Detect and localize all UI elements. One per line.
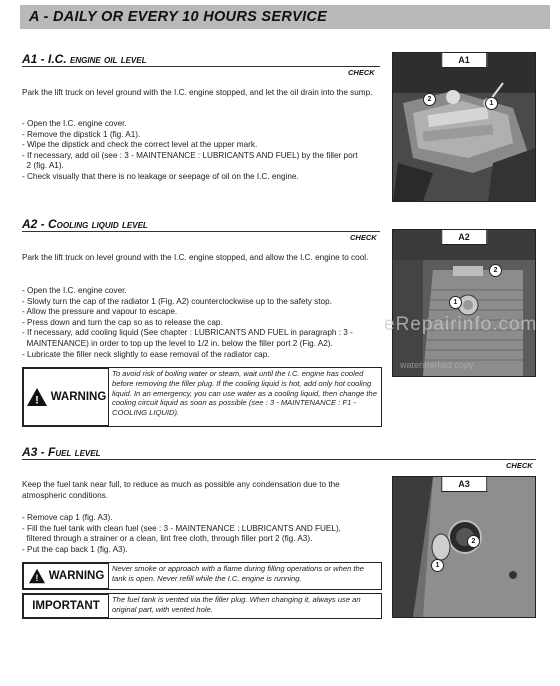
a3-steps	[22, 513, 382, 555]
a3-title-text: Fuel level	[48, 445, 101, 459]
a1-title-prefix: A1 -	[22, 52, 49, 66]
a2-check-label: CHECK	[350, 233, 377, 242]
list-item: - Open the I.C. engine cover.	[22, 119, 127, 128]
radiator-photo	[393, 230, 535, 376]
section-a3-title	[22, 445, 100, 459]
a3-important-text: The fuel tank is vented via the filler plug. When changing it, always use an original part, with vented hole.	[112, 595, 361, 614]
a1-steps	[22, 119, 382, 183]
list-item: - If necessary, add oil (see : 3 - MAINTENANCE : LUBRICANTS AND FUEL) by the filler port	[22, 150, 358, 160]
a2-title-rule	[22, 231, 380, 232]
watermark-sub: watermarked copy	[400, 360, 474, 370]
a2-warning-text: To avoid risk of boiling water or steam, wait until the I.C. engine has cooled before removing the filler plug. If the cooling liquid is hot, add only hot cooling liquid. In an emergency, you can use water as a cooling liquid, then change the cooling circuit liquid as soon as possible (see : 3 - MAINTENANCE : F1 - COOLING LIQUID).	[112, 369, 377, 418]
figure-a2	[392, 229, 536, 377]
a3-title-prefix: A3 -	[22, 445, 49, 459]
a3-check-label: CHECK	[506, 461, 533, 470]
list-item: - Slowly turn the cap of the radiator 1 (Fig. A2) counterclockwise up to the safety stop.	[22, 296, 332, 306]
list-item: - Press down and turn the cap so as to release the cap.	[22, 317, 223, 327]
important-label: IMPORTANT	[32, 600, 100, 612]
a3-warning-label-box	[23, 563, 109, 589]
list-item: 2 (fig. A1).	[22, 161, 64, 171]
a3-title-rule	[22, 459, 536, 460]
list-item: MAINTENANCE) in order to top up the level to 1/2 in. below the filler port 2 (Fig. A2).	[22, 338, 333, 348]
figure-a3	[392, 476, 536, 618]
list-item: filtered through a strainer or a clean, lint free cloth, through filler port 2 (fig. A3).	[22, 534, 313, 544]
fuel-tank-photo	[393, 477, 535, 617]
figure-a2-label: A2	[441, 230, 487, 245]
list-item: - Wipe the dipstick and check the correct level at the upper mark.	[22, 140, 258, 150]
a2-steps	[22, 286, 382, 360]
a1-intro: Park the lift truck on level ground with the I.C. engine stopped, and let the oil drain into the sump.	[22, 88, 373, 97]
a1-check-label: CHECK	[348, 68, 375, 77]
callout-2: 2	[489, 264, 502, 277]
a2-intro: Park the lift truck on level ground with the I.C. engine stopped, and allow the I.C. engine to cool.	[22, 253, 369, 262]
list-item: - Open the I.C. engine cover.	[22, 286, 127, 295]
watermark: eRepairinfo.com	[384, 314, 538, 335]
warning-label: WARNING	[48, 570, 105, 582]
callout-2: 2	[467, 535, 480, 548]
section-a1-title	[22, 52, 146, 66]
a3-intro: Keep the fuel tank near full, to reduce as much as possible any condensation due to the atmospheric conditions.	[22, 480, 340, 500]
callout-1: 1	[485, 97, 498, 110]
section-header-bar	[20, 5, 550, 29]
svg-text:!: !	[34, 394, 39, 407]
a3-important-label-box	[23, 594, 109, 618]
list-item: - Remove cap 1 (fig. A3).	[22, 513, 113, 522]
list-item: - Allow the pressure and vapour to escape.	[22, 307, 178, 317]
warning-triangle-icon	[28, 568, 46, 584]
a2-warning-label-box	[23, 368, 109, 426]
a2-title-text: Cooling liquid level	[48, 217, 148, 231]
svg-text:!: !	[35, 573, 39, 584]
a2-title-prefix: A2 -	[22, 217, 49, 231]
list-item: - Put the cap back 1 (fig. A3).	[22, 544, 128, 554]
callout-1: 1	[449, 296, 462, 309]
warning-label: WARNING	[50, 391, 107, 403]
list-item: - Fill the fuel tank with clean fuel (see : 3 - MAINTENANCE : LUBRICANTS AND FUEL),	[22, 523, 341, 533]
list-item: - Remove the dipstick 1 (fig. A1).	[22, 129, 141, 139]
page-title: A - DAILY OR EVERY 10 HOURS SERVICE	[29, 9, 328, 25]
list-item: - Lubricate the filler neck slightly to ease removal of the radiator cap.	[22, 349, 270, 359]
a1-title-rule	[22, 66, 380, 67]
warning-triangle-icon	[26, 387, 48, 407]
a3-warning-text: Never smoke or approach with a flame during filling operations or when the tank is open. Never refill while the I.C. engine is running.	[112, 564, 364, 583]
section-a2-title	[22, 217, 148, 231]
a1-title-text: I.C. engine oil level	[48, 52, 147, 66]
figure-a1-label: A1	[441, 53, 487, 68]
figure-a3-label: A3	[441, 477, 487, 492]
callout-2: 2	[423, 93, 436, 106]
engine-photo	[393, 53, 535, 201]
callout-1: 1	[431, 559, 444, 572]
list-item: - Check visually that there is no leakage or seepage of oil on the I.C. engine.	[22, 171, 299, 181]
list-item: - If necessary, add cooling liquid (See chapter : LUBRICANTS AND FUEL in paragraph : 3 -	[22, 328, 353, 338]
figure-a1	[392, 52, 536, 202]
